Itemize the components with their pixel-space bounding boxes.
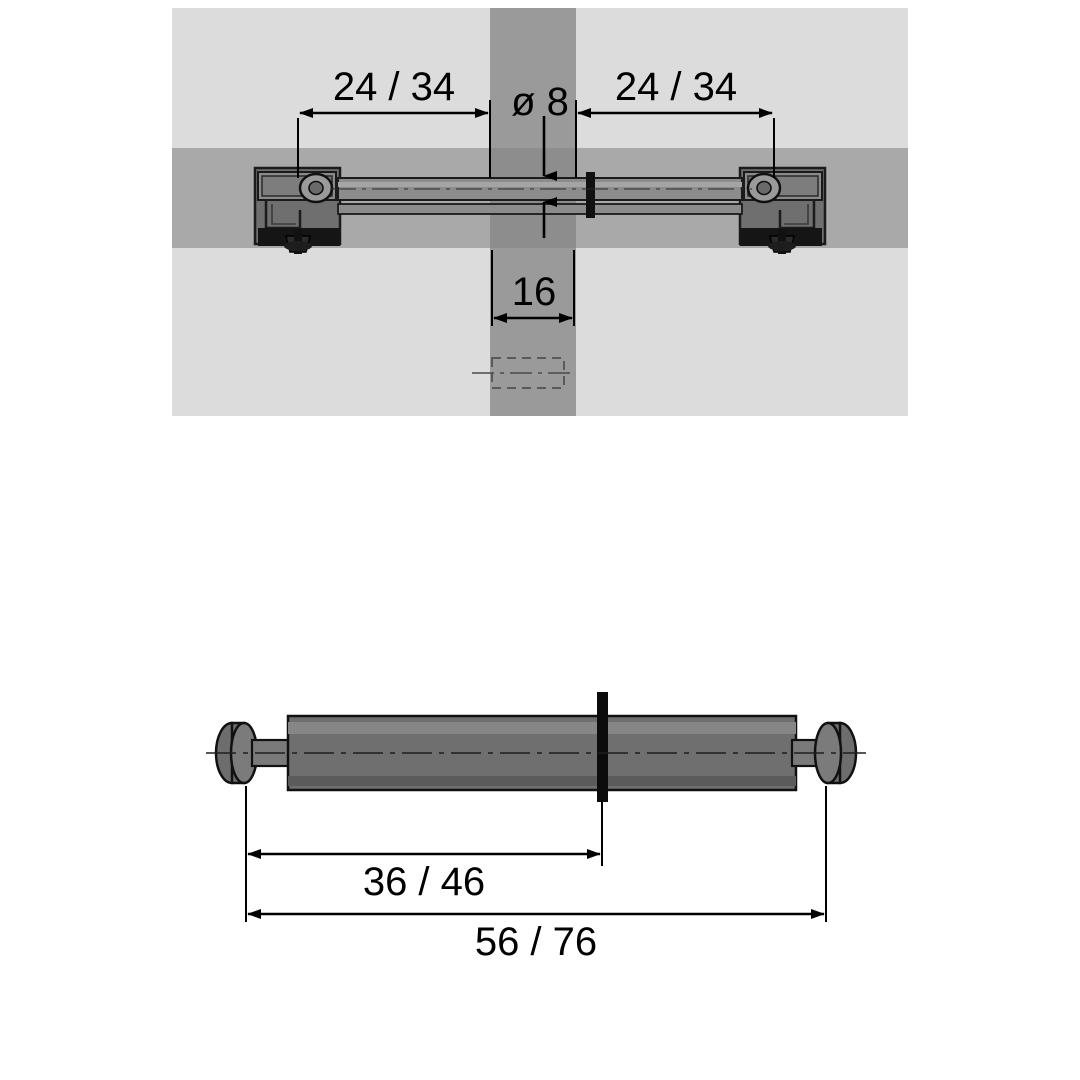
- dimension-total-length: [248, 786, 826, 964]
- dimension-label-right-offset: 24 / 34: [614, 65, 738, 109]
- dimension-partial-length: [246, 786, 602, 922]
- connector-housing-left: [255, 168, 340, 254]
- bolt-elevation: [206, 692, 866, 802]
- connector-housing-right: [740, 168, 825, 254]
- dimension-label-total-length: 56 / 76: [474, 920, 598, 964]
- dimension-label-partial-length: 36 / 46: [362, 860, 486, 904]
- dimension-label-panel-thickness: 16: [511, 270, 557, 314]
- dimension-label-bore-diameter: ø 8: [511, 80, 569, 124]
- connector-bolts-section: [330, 172, 752, 218]
- dimension-label-left-offset: 24 / 34: [332, 65, 456, 109]
